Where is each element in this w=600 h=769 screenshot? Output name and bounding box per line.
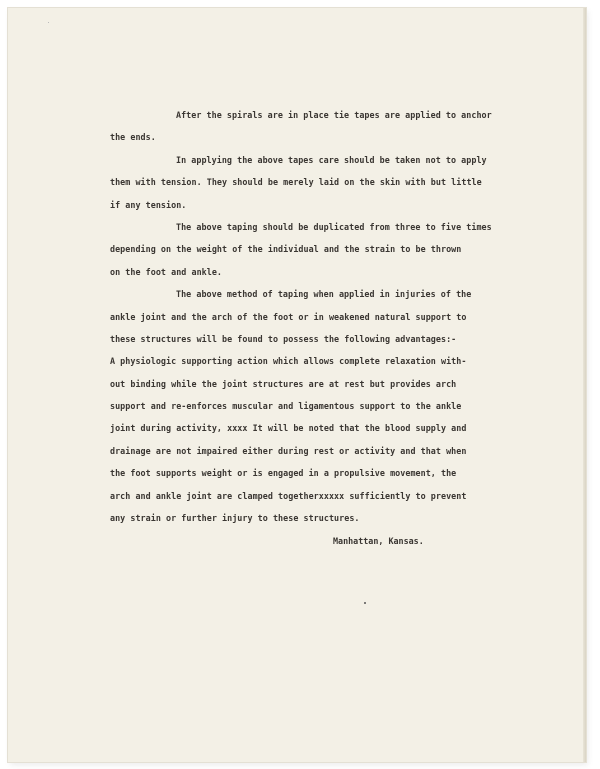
typed-body-text bbox=[110, 104, 530, 529]
text-line: arch and ankle joint are clamped togetherxxxxx sufficiently to prevent bbox=[110, 490, 467, 501]
text-line: drainage are not impaired either during rest or activity and that when bbox=[110, 445, 467, 456]
page-edge bbox=[583, 8, 586, 762]
text-line: them with tension. They should be merely laid on the skin with but little bbox=[110, 177, 482, 188]
text-line: support and re-enforces muscular and ligamentous support to the ankle bbox=[110, 401, 462, 412]
text-line: the ends. bbox=[110, 132, 156, 143]
text-line: A physiologic supporting action which allows complete relaxation with- bbox=[110, 356, 467, 367]
text-line: joint during activity, xxxx It will be noted that the blood supply and bbox=[110, 423, 467, 434]
text-line: After the spirals are in place tie tapes are applied to anchor bbox=[176, 110, 492, 120]
text-line: if any tension. bbox=[110, 199, 187, 210]
text-line: The above method of taping when applied in injuries of the bbox=[176, 289, 472, 300]
paper-speck bbox=[48, 22, 49, 23]
text-line: out binding while the joint structures are at rest but provides arch bbox=[110, 378, 457, 389]
text-line: on the foot and ankle. bbox=[110, 266, 223, 277]
text-line: the foot supports weight or is engaged in a propulsive movement, the bbox=[110, 468, 457, 479]
stray-mark bbox=[364, 602, 366, 604]
text-line: depending on the weight of the individual and the strain to be thrown bbox=[110, 244, 462, 255]
text-line: these structures will be found to possess the following advantages:- bbox=[110, 333, 457, 344]
text-line: In applying the above tapes care should be taken not to apply bbox=[176, 154, 487, 165]
text-line: ankle joint and the arch of the foot or in weakened natural support to bbox=[110, 311, 467, 322]
text-line: any strain or further injury to these structures. bbox=[110, 513, 360, 524]
location-signoff: Manhattan, Kansas. bbox=[333, 536, 424, 546]
text-line: The above taping should be duplicated from three to five times bbox=[176, 221, 492, 232]
